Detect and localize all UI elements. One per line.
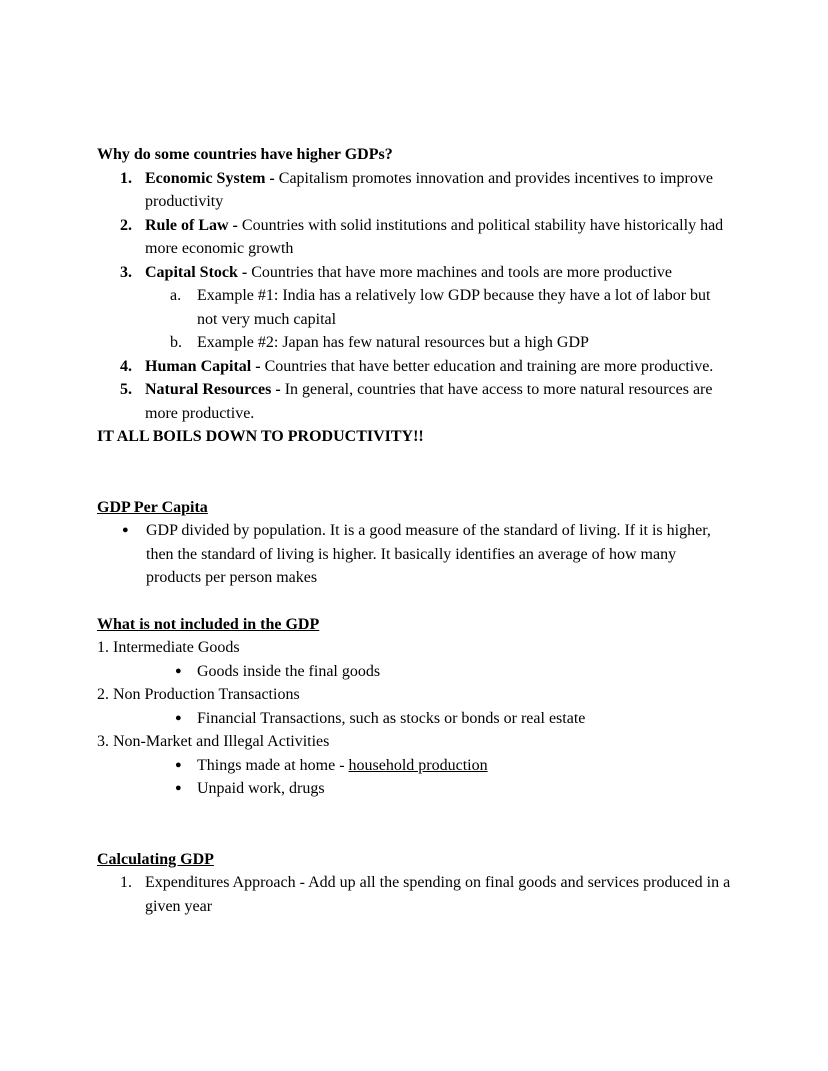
list-item-non-production: 2. Non Production Transactions [97,686,300,703]
term-label: Natural Resources - [145,381,285,398]
list-item-non-market: 3. Non-Market and Illegal Activities [97,733,330,750]
term-description: Countries with solid institutions and political stability have historically had more economic growth [145,216,724,257]
sub-list-letter: a. [170,287,182,304]
section1-heading: Why do some countries have higher GDPs? [97,146,393,163]
term-description: In general, countries that have access to more natural resources are more productive. [145,381,713,422]
term-description: Countries that have better education and training are more productive. [264,357,714,375]
sub-item-text: Example #1: India has a relatively low GDP because they have a lot of labor but not very much capital [197,287,711,328]
bullet-item-household-production [97,754,734,778]
section4-heading: Calculating GDP [97,850,214,868]
list-item-capital-stock [97,261,734,285]
sub-item-example-1 [97,284,734,331]
list-item-intermediate-goods: 1. Intermediate Goods [97,639,240,656]
section2-heading: GDP Per Capita [97,498,208,516]
bullet-item-final-goods [97,660,734,684]
sub-list-letter: b. [170,334,182,351]
term-description: Capitalism promotes innovation and provides incentives to improve productivity [145,169,713,210]
bullet-icon: ● [175,782,182,794]
bullet-item-financial-transactions [97,707,734,731]
list-item-body [145,167,734,214]
list-number: 5. [120,381,132,398]
bullet-text [197,754,734,778]
list-item-economic-system [97,167,734,214]
bullet-icon: ● [122,524,129,536]
bullet-text: Unpaid work, drugs [197,780,325,797]
list-item-body [145,214,734,261]
list-item-natural-resources [97,378,734,425]
underlined-term: household production [348,756,488,774]
section1-conclusion: IT ALL BOILS DOWN TO PRODUCTIVITY!! [97,428,424,445]
bullet-icon: ● [175,711,182,724]
term-label: Human Capital - [145,357,265,375]
bullet-item-unpaid-work [97,777,734,801]
list-item-body: Expenditures Approach - Add up all the spending on final goods and services produced in a given year [145,874,731,915]
list-item-human-capital [97,355,734,379]
term-description: Countries that have more machines and tools are more productive [251,263,672,281]
term-label: Capital Stock - [145,263,252,281]
bullet-icon: ● [175,758,182,771]
list-item-body [145,355,734,379]
list-number: 1. [120,874,132,891]
bullet-icon: ● [175,664,182,677]
sub-item-text: Example #2: Japan has few natural resources but a high GDP [197,334,589,351]
term-label: Economic System - [145,169,279,187]
bullet-text: Goods inside the final goods [197,662,381,680]
term-label: Rule of Law - [145,216,242,234]
bullet-text-prefix: Things made at home - [197,756,349,774]
list-number: 1. [120,169,132,187]
list-number: 2. [120,216,132,234]
list-item-body [145,261,734,285]
list-number: 4. [120,357,132,375]
list-item-body [145,378,734,425]
sub-item-example-2 [97,331,734,355]
section3-heading: What is not included in the GDP [97,615,320,633]
bullet-item-gdp-per-capita [97,519,734,590]
list-item-rule-of-law [97,214,734,261]
list-item-expenditures-approach [97,871,734,918]
list-number: 3. [120,263,132,281]
bullet-text: GDP divided by population. It is a good measure of the standard of living. If it is higher, then the standard of living is higher. It basically identifies an average of how many products per person makes [146,522,711,586]
bullet-text: Financial Transactions, such as stocks or bonds or real estate [197,709,586,727]
